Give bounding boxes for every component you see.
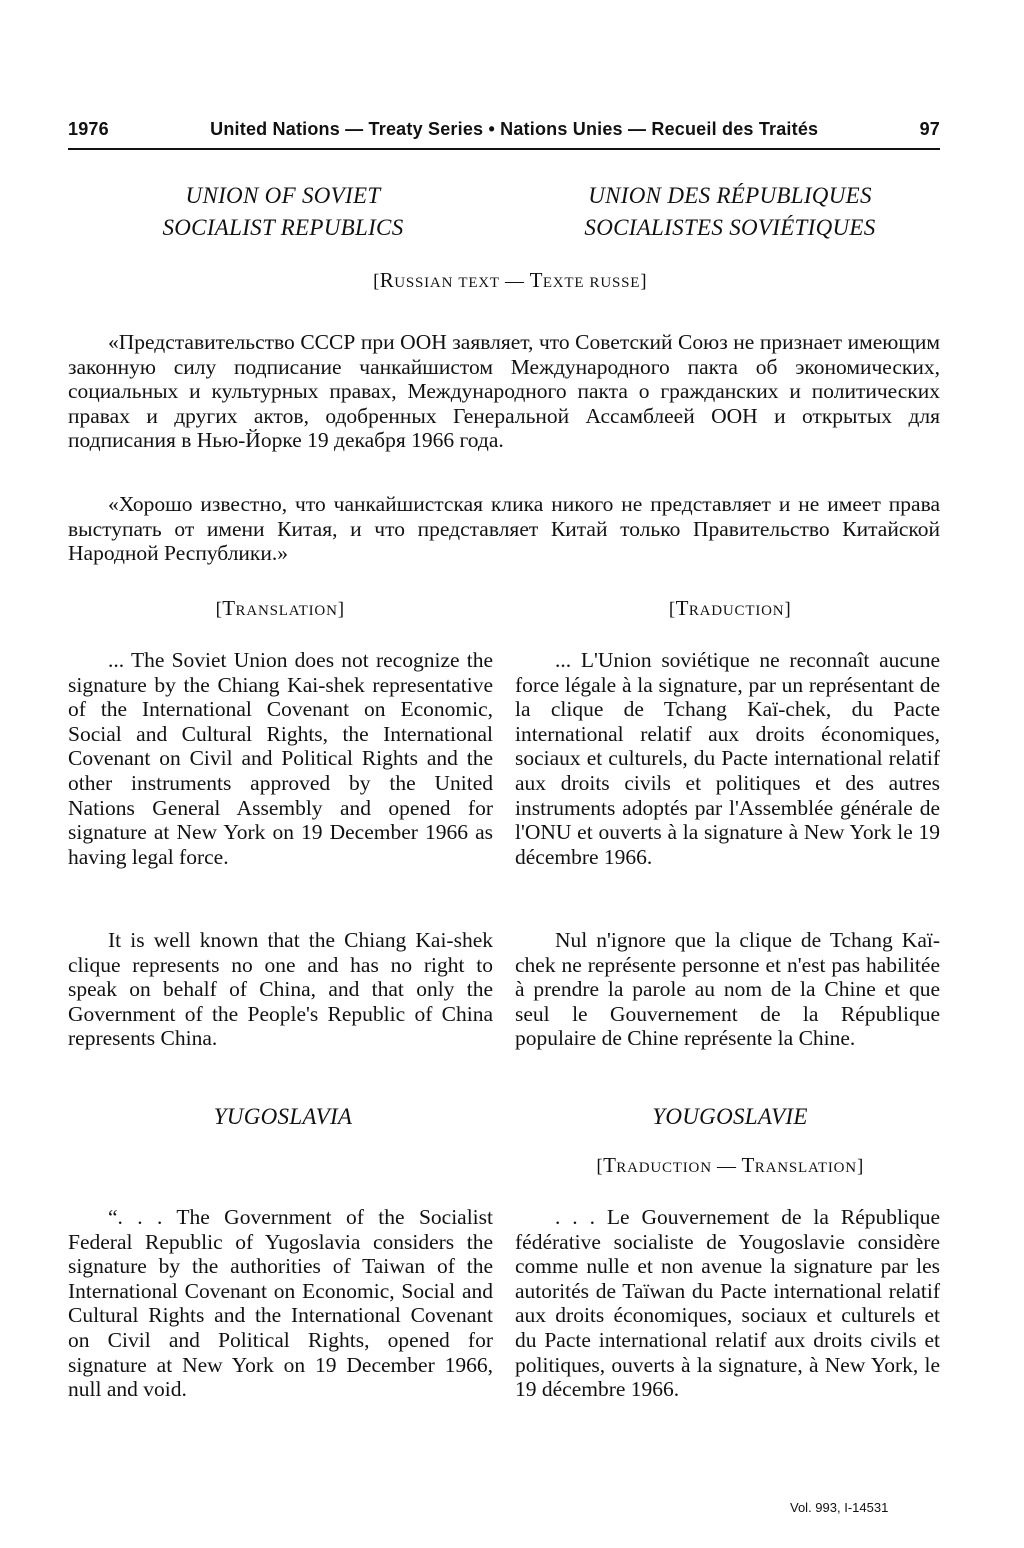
label-dash: — [499,271,530,292]
traduction-rest: RADUCTION [688,603,785,619]
label-exte: EXTE [542,275,585,291]
ussr-fr-paragraph-1: ... L'Union soviétique ne reconnaît aucune force légale à la signature, par un représentant de la clique de Tchang Kaï-chek, du Pacte international relatif aux droits économiques, sociaux et culturels, du Pacte international relatif aux droits civils et politiques et des autres instruments adoptés par l'Assemblée générale de l'ONU et ouverts à la signature à New York le 19 décembre 1966. [515,648,940,869]
translation-t: T [222,596,236,620]
volume-reference: Vol. 993, I-14531 [790,1500,889,1515]
heading-yugoslavia-en: YUGOSLAVIA [213,1104,353,1129]
label-t1: T [603,1153,617,1177]
russian-paragraph-2: «Хорошо известно, что чанкайшистская клика никого не представляет и не имеет права выступать от имени Китая, и что представляет Китай только Правительство Китайской Народной Республики.» [68,492,940,566]
heading-ussr-en-line2: SOCIALIST REPUBLICS [162,215,404,240]
heading-ussr-fr-line2: SOCIALISTES SOVIÉTIQUES [584,215,876,240]
russian-text-label: [RUSSIAN TEXT — TEXTE RUSSE] [373,268,647,292]
yugoslavia-en-paragraph: “. . . The Government of the Socialist Federal Republic of Yugoslavia considers the signature by the authorities of Taiwan of the International Covenant on Economic, Social and Cultural Rights and the International Covenant on Civil and Political Rights, opened for signature at New York on 19 December 1966, null and void. [68,1205,493,1402]
label-ussian: USSIAN [394,275,454,291]
running-header [68,114,940,144]
ussr-fr-paragraph-2: Nul n'ignore que la clique de Tchang Kaï-chek ne représente personne et n'est pas habilitée à prendre la parole au nom de la Chine et que seul le Gouvernement de la République populaire de Chine représente la Chine. [515,928,940,1051]
heading-ussr-fr [520,180,940,244]
label-dash2: — [711,1156,742,1177]
label-text: TEXT [458,275,500,291]
heading-ussr-en [118,180,448,244]
heading-yugoslavia-fr: YOUGOSLAVIE [652,1104,808,1129]
heading-ussr-fr-line1: UNION DES RÉPUBLIQUES [588,183,872,208]
traduction-translation-label: [TRADUCTION — TRANSLATION] [596,1153,864,1177]
label-r: R [379,268,395,292]
heading-ussr-en-line1: UNION OF SOVIET [185,183,381,208]
ussr-en-paragraph-1: ... The Soviet Union does not recognize the signature by the Chiang Kai-shek representative of the International Covenant on Economic, Social and Cultural Rights, the International Covenant on Civil and Political Rights and the other instruments approved by the United Nations General Assembly and opened for signature at New York on 19 December 1966 as having legal force. [68,648,493,869]
russian-paragraph-1: «Представительство СССР при ООН заявляет, что Советский Союз не признает имеющим законную силу подписание чанкайшистом Международного пакта об экономических, социальных и культурных правах, Международного пакта о гражданских и политических правах и других актов, одобренных Генеральной Ассамблеей ООН и открытых для подписания в Нью-Йорке 19 декабря 1966 года. [68,330,940,453]
label-rest2: RANSLATION [754,1160,857,1176]
label-rest1: RADUCTION [616,1160,712,1176]
label-t: T [529,268,543,292]
yugoslavia-fr-paragraph: . . . Le Gouvernement de la République fédérative socialiste de Yougoslavie considère comme nulle et non avenue la signature par les autorités de Taïwan du Pacte international relatif aux droits économiques, sociaux et culturels et du Pacte international relatif aux droits civils et politiques, ouverts à la signature, à New York, le 19 décembre 1966. [515,1205,940,1402]
label-t2: T [741,1153,755,1177]
header-year: 1976 [68,118,109,139]
header-title: United Nations — Treaty Series • Nations Unies — Recueil des Traités [210,118,819,139]
header-page-number: 97 [919,118,940,139]
traduction-t: T [675,596,689,620]
header-rule [68,148,940,150]
translation-label: [TRANSLATION] [215,596,345,620]
translation-rest: RANSLATION [235,603,338,619]
label-russe: RUSSE [589,275,641,291]
traduction-label: [TRADUCTION] [668,596,792,620]
ussr-en-paragraph-2: It is well known that the Chiang Kai-shek clique represents no one and has no right to speak on behalf of China, and that only the Government of the People's Republic of China represents China. [68,928,493,1051]
